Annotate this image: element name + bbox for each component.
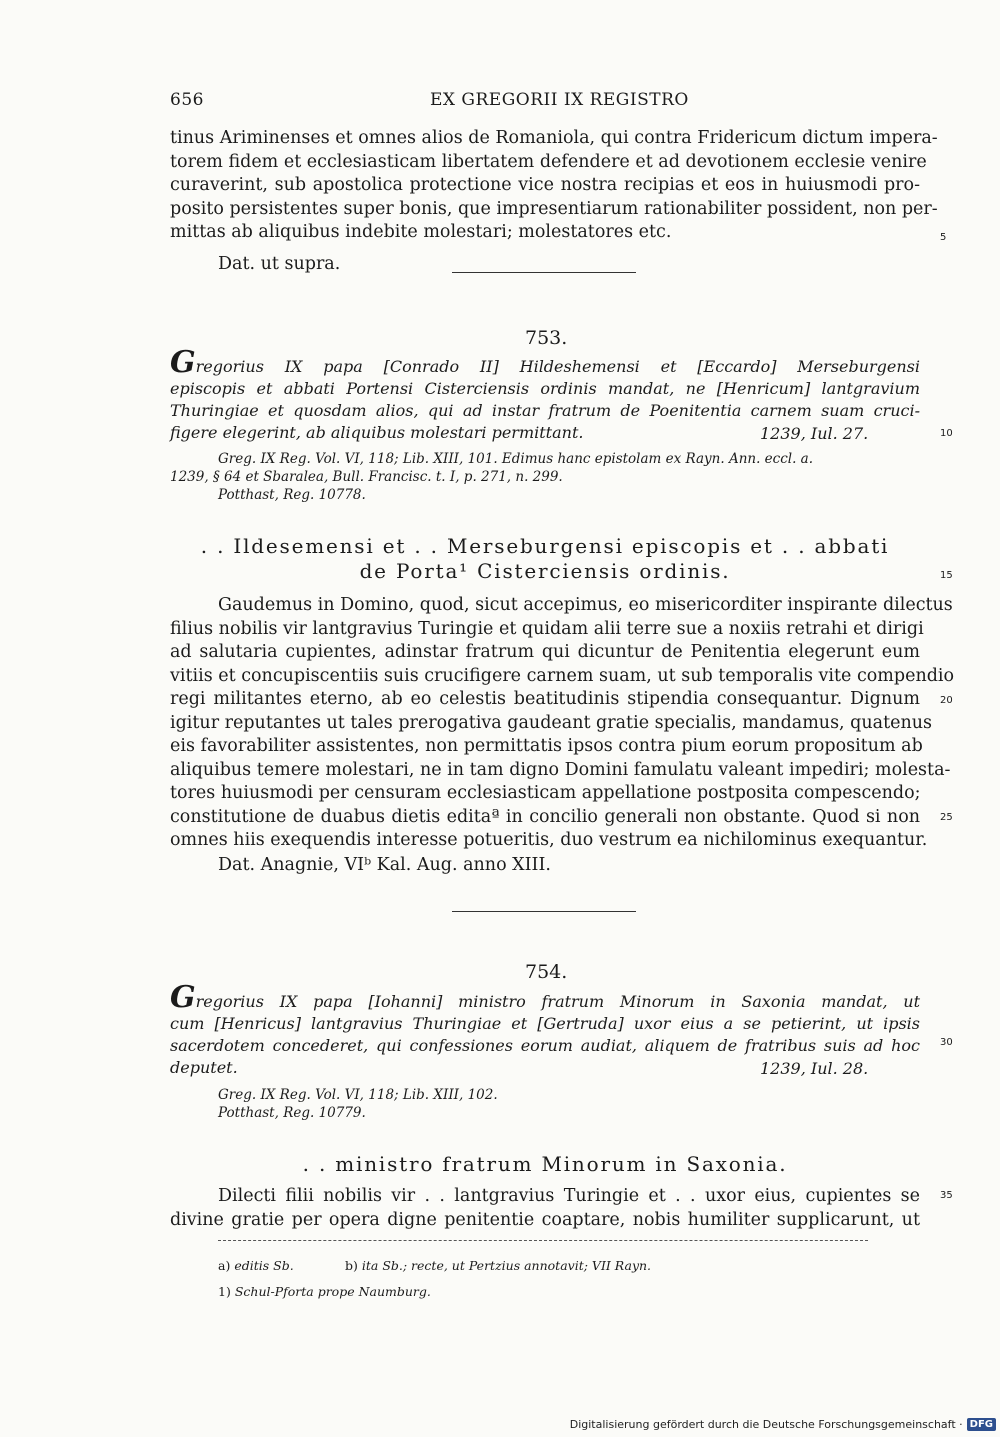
body-line: eis favorabiliter assistentes, non permittatis ipsos contra pium eorum propositum ab xyxy=(170,736,923,756)
body-line: Gaudemus in Domino, quod, sicut accepimus, eo misericorditer inspirante dilectus xyxy=(218,595,953,615)
margin-line-number: 5 xyxy=(940,232,947,243)
summary-line: episcopis et abbati Portensi Cisterciensis ordinis mandat, ne [Henricum] lantgravium xyxy=(170,379,920,398)
citation-line: Greg. IX Reg. Vol. VI, 118; Lib. XIII, 102. xyxy=(218,1087,498,1103)
doc-date: 1239, Iul. 27. xyxy=(760,424,869,443)
dat-line: Dat. Anagnie, VIᵇ Kal. Aug. anno XIII. xyxy=(218,855,551,875)
dfg-logo: DFG xyxy=(967,1418,996,1431)
summary-line: regorius IX papa [Iohanni] ministro fratrum Minorum in Saxonia mandat, ut xyxy=(195,992,920,1011)
margin-line-number: 35 xyxy=(940,1190,953,1201)
address-line: . . ministro fratrum Minorum in Saxonia. xyxy=(302,1152,788,1176)
summary-line: figere elegerint, ab aliquibus molestari permittant. xyxy=(170,423,584,442)
doc-date: 1239, Iul. 28. xyxy=(760,1059,869,1078)
footnote-label: b) xyxy=(345,1258,358,1273)
document-number: 753. xyxy=(525,327,568,349)
body-line: aliquibus temere molestari, ne in tam digno Domini famulatu valeant impediri; molesta- xyxy=(170,759,951,780)
running-title: EX GREGORII IX REGISTRO xyxy=(430,90,689,110)
margin-line-number: 20 xyxy=(940,695,953,706)
body-line: filius nobilis vir lantgravius Turingie et quidam alii terre sue a noxiis retrahi et dirigi xyxy=(170,618,924,639)
dropcap-letter: G xyxy=(170,980,196,1015)
citation-line: Greg. IX Reg. Vol. VI, 118; Lib. XIII, 101. Edimus hanc epistolam ex Rayn. Ann. eccl. a. xyxy=(218,451,814,467)
margin-line-number: 25 xyxy=(940,812,953,823)
text-line: posito persistentes super bonis, que impresentiarum rationabiliter possident, non per- xyxy=(170,198,938,219)
text-line: torem fidem et ecclesiasticam libertatem defendere et ad devotionem ecclesie venire xyxy=(170,151,927,172)
body-line: Dilecti filii nobilis vir . . lantgravius Turingie et . . uxor eius, cupientes se xyxy=(218,1186,920,1206)
citations xyxy=(218,1086,918,1122)
footnote-b xyxy=(345,1258,651,1273)
doc-body xyxy=(170,1185,920,1232)
summary-line: sacerdotem concederet, qui confessiones eorum audiat, aliquem de fratribus suis ad hoc xyxy=(170,1036,920,1055)
citations xyxy=(170,450,930,504)
footnote-text: Schul-Pforta prope Naumburg. xyxy=(234,1284,431,1299)
document-number: 754. xyxy=(525,961,568,983)
footnote-1 xyxy=(218,1284,431,1299)
body-line: igitur reputantes ut tales prerogativa gaudeant gratie specialis, mandamus, quatenus xyxy=(170,712,933,733)
footnote-rule xyxy=(218,1240,868,1241)
summary-line: Thuringiae et quosdam alios, qui ad instar fratrum de Poenitentia carnem suam cruci- xyxy=(170,401,920,420)
text-line: mittas ab aliquibus indebite molestari; molestatores etc. xyxy=(170,222,672,242)
section-divider xyxy=(452,911,636,912)
footnote-label: a) xyxy=(218,1258,231,1273)
margin-line-number: 30 xyxy=(940,1037,953,1048)
top-paragraph xyxy=(170,127,938,245)
margin-line-number: 15 xyxy=(940,570,953,581)
footnote-label: 1) xyxy=(218,1284,231,1299)
footnote-a xyxy=(218,1258,294,1273)
body-line: tores huiusmodi per censuram ecclesiasticam appellatione postposita compescendo; xyxy=(170,783,921,803)
dat-line: Dat. ut supra. xyxy=(218,254,341,274)
body-line: constitutione de duabus dietis editaª in concilio generali non obstante. Quod si non xyxy=(170,806,920,827)
credit-text: Digitalisierung gefördert durch die Deutsche Forschungsgemeinschaft · xyxy=(569,1418,963,1431)
body-line: ad salutaria cupientes, adinstar fratrum qui dicuntur de Penitentia elegerunt eum xyxy=(170,642,920,662)
body-line: divine gratie per opera digne penitentie coaptare, nobis humiliter supplicarunt, ut xyxy=(170,1209,920,1230)
body-line: vitiis et concupiscentiis suis crucifigere carnem suam, ut sub temporalis vite compendio xyxy=(170,665,955,686)
page-number: 656 xyxy=(170,90,204,110)
margin-line-number: 10 xyxy=(940,428,953,439)
body-line: regi militantes eterno, ab eo celestis beatitudinis stipendia consequantur. Dignum xyxy=(170,689,920,709)
text-line: curaverint, sub apostolica protectione vice nostra recipias et eos in huiusmodi pro- xyxy=(170,175,920,195)
footnote-text: editis Sb. xyxy=(234,1258,294,1273)
citation-line: Potthast, Reg. 10778. xyxy=(218,487,366,503)
summary-line: deputet. xyxy=(170,1058,238,1077)
dropcap-letter: G xyxy=(170,345,196,380)
citation-line: Potthast, Reg. 10779. xyxy=(218,1105,366,1121)
footnote-text: ita Sb.; recte, ut Pertzius annotavit; VII Rayn. xyxy=(361,1258,652,1273)
summary-line: regorius IX papa [Conrado II] Hildeshemensi et [Eccardo] Merseburgensi xyxy=(195,357,920,376)
digitization-credit xyxy=(570,1418,996,1431)
section-divider xyxy=(452,272,636,273)
citation-line: 1239, § 64 et Sbaralea, Bull. Francisc. t. I, p. 271, n. 299. xyxy=(170,469,563,485)
address-line: . . Ildesemensi et . . Merseburgensi episcopis et . . abbati xyxy=(200,534,890,558)
body-line: omnes hiis exequendis interesse potueritis, duo vestrum ea nichilominus exequantur. xyxy=(170,830,928,850)
address-line: de Porta¹ Cisterciensis ordinis. xyxy=(359,559,731,583)
text-line: tinus Ariminenses et omnes alios de Romaniola, qui contra Fridericum dictum impera- xyxy=(170,128,938,148)
summary-line: cum [Henricus] lantgravius Thuringiae et [Gertruda] uxor eius a se petierint, ut ipsis xyxy=(170,1014,920,1033)
